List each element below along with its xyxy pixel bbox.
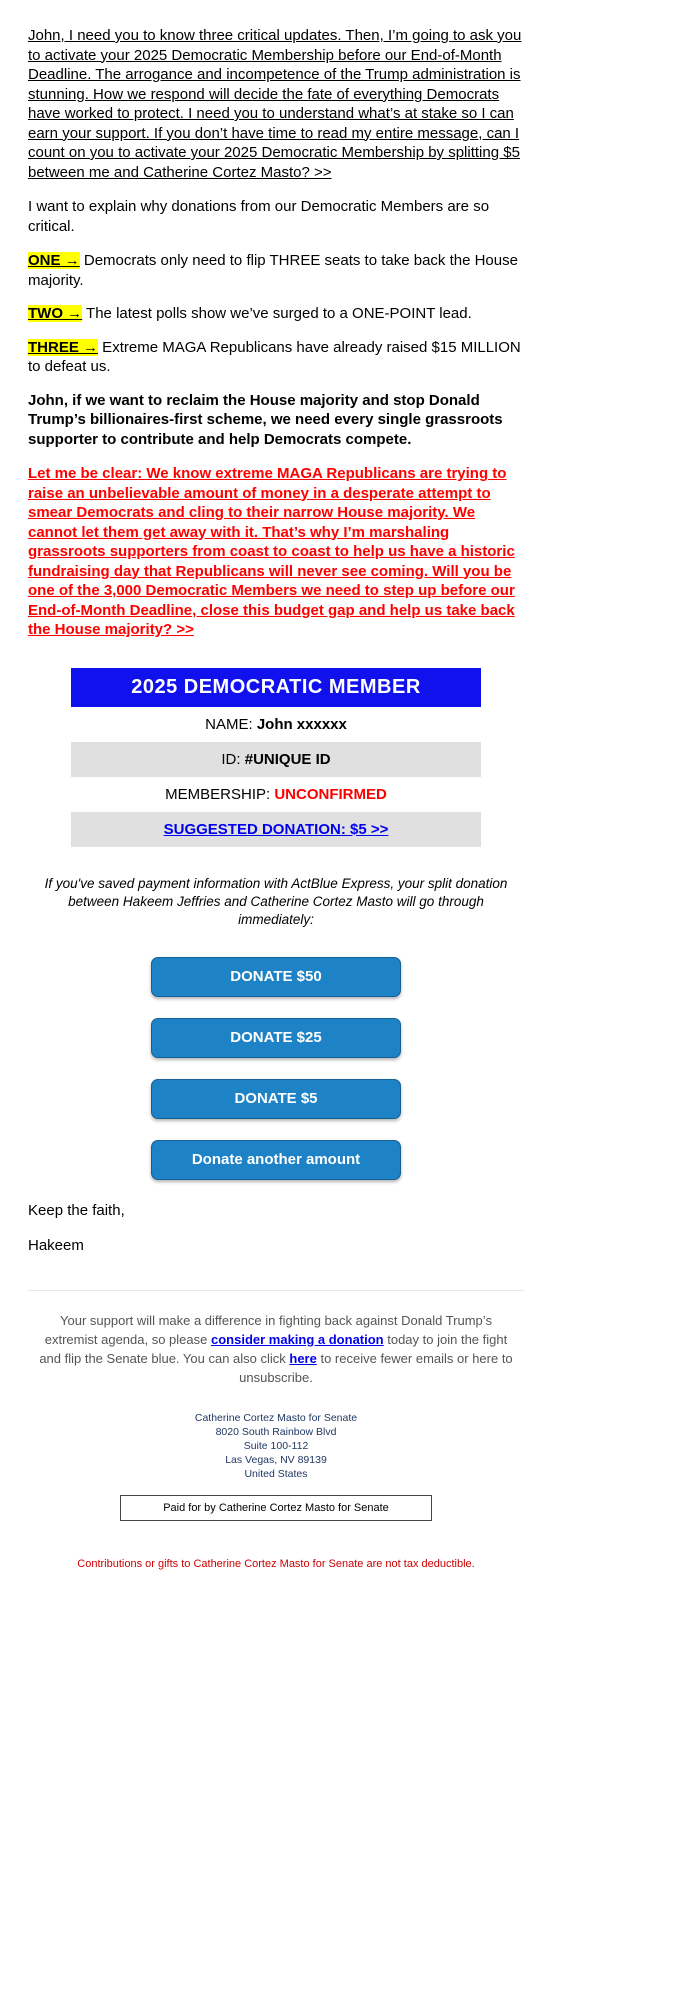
- card-row-id: [71, 742, 481, 777]
- fewer-emails-link[interactable]: here: [289, 1350, 317, 1366]
- membership-label: MEMBERSHIP:: [165, 785, 275, 803]
- footer-text-2: today to join the fight and flip the Senate blue. You can also click: [39, 1331, 508, 1366]
- address-line-org: Catherine Cortez Masto for Senate: [194, 1411, 358, 1424]
- paragraph-members-critical: I want to explain why donations from our Democratic Members are so critical.: [28, 198, 490, 235]
- membership-card: [71, 668, 481, 847]
- signoff-keep-the-faith: Keep the faith,: [28, 1201, 125, 1219]
- donate-50-button[interactable]: DONATE $50: [151, 957, 401, 997]
- bullet-two: [28, 304, 524, 324]
- intro-paragraph-link[interactable]: John, I need you to know three critical updates. Then, I’m going to ask you to activate your 2025 Democratic Membership before our End-of-Month Deadline. The arrogance and incompetence of the Trump administration is stunning. How we respond will decide the fate of everything Democrats have worked to protect. I need you to understand what’s at stake so I can earn your support. If you don’t have time to read my entire message, can I count on you to activate your 2025 Democratic Membership by splitting $5 between me and Catherine Cortez Masto? >>: [28, 27, 522, 181]
- email-footer: [28, 1290, 524, 1575]
- card-header: 2025 DEMOCRATIC MEMBER: [71, 668, 481, 707]
- address-line-city: Las Vegas, NV 89139: [225, 1453, 327, 1466]
- bullet-one-text: Democrats only need to flip THREE seats to take back the House majority.: [28, 252, 518, 289]
- address-block: [28, 1411, 524, 1481]
- address-line-suite: Suite 100-112: [243, 1439, 309, 1452]
- bullet-three-label: THREE →: [28, 338, 99, 356]
- donate-5-button[interactable]: DONATE $5: [151, 1079, 401, 1119]
- actblue-note: If you've saved payment information with ActBlue Express, your split donation between Hakeem Jeffries and Catherine Cortez Masto will go through immediately:: [44, 875, 508, 927]
- bullet-two-label: TWO →: [28, 305, 83, 322]
- red-paragraph-link[interactable]: Let me be clear: We know extreme MAGA Republicans are trying to raise an unbelievable amount of money in a desperate attempt to smear Democrats and cling to their narrow House majority. We cannot let them get away with it. That’s why I’m marshaling grassroots supporters from coast to coast to help us have a historic fundraising day that Republicans will never see coming. Will you be one of the 3,000 Democratic Members we need to step up before our End-of-Month Deadline, close this budget gap and help us take back the House majority? >>: [28, 465, 515, 638]
- card-row-membership: [71, 777, 481, 812]
- paid-for-box: Paid for by Catherine Cortez Masto for Senate: [120, 1495, 432, 1521]
- bold-paragraph: John, if we want to reclaim the House majority and stop Donald Trump’s billionaires-first scheme, we need every single grassroots supporter to contribute and help Democrats compete.: [28, 391, 503, 448]
- name-label: NAME:: [205, 715, 257, 733]
- footer-text-1: Your support will make a difference in fighting back against Donald Trump’s extremist agenda, so please: [44, 1312, 492, 1347]
- donate-25-button[interactable]: DONATE $25: [151, 1018, 401, 1058]
- signoff-hakeem: Hakeem: [28, 1237, 84, 1254]
- bullet-three: [28, 338, 524, 377]
- id-label: ID:: [221, 750, 245, 768]
- donate-buttons: [28, 957, 524, 1180]
- suggested-donation-link[interactable]: SUGGESTED DONATION: $5 >>: [163, 820, 389, 838]
- card-row-name: [71, 707, 481, 742]
- membership-value: UNCONFIRMED: [274, 785, 387, 803]
- bullet-one: [28, 251, 524, 290]
- bullet-two-text: The latest polls show we’ve surged to a ONE-POINT lead.: [82, 305, 472, 322]
- address-line-country: United States: [244, 1467, 308, 1480]
- id-value: #UNIQUE ID: [244, 750, 331, 768]
- donate-other-amount-button[interactable]: Donate another amount: [151, 1140, 401, 1180]
- footer-text-3: to receive fewer emails or here to unsubscribe.: [239, 1350, 513, 1385]
- bullet-three-text: Extreme MAGA Republicans have already raised $15 MILLION to defeat us.: [28, 338, 521, 375]
- tax-disclaimer: Contributions or gifts to Catherine Cortez Masto for Senate are not tax deductible.: [77, 1557, 475, 1570]
- address-line-street: 8020 South Rainbow Blvd: [215, 1425, 337, 1438]
- name-value: John xxxxxx: [256, 715, 347, 733]
- consider-donation-link[interactable]: consider making a donation: [210, 1331, 384, 1347]
- footer-paragraph: [33, 1311, 519, 1387]
- bullet-one-label: ONE →: [28, 252, 80, 269]
- card-row-donation: [71, 812, 481, 847]
